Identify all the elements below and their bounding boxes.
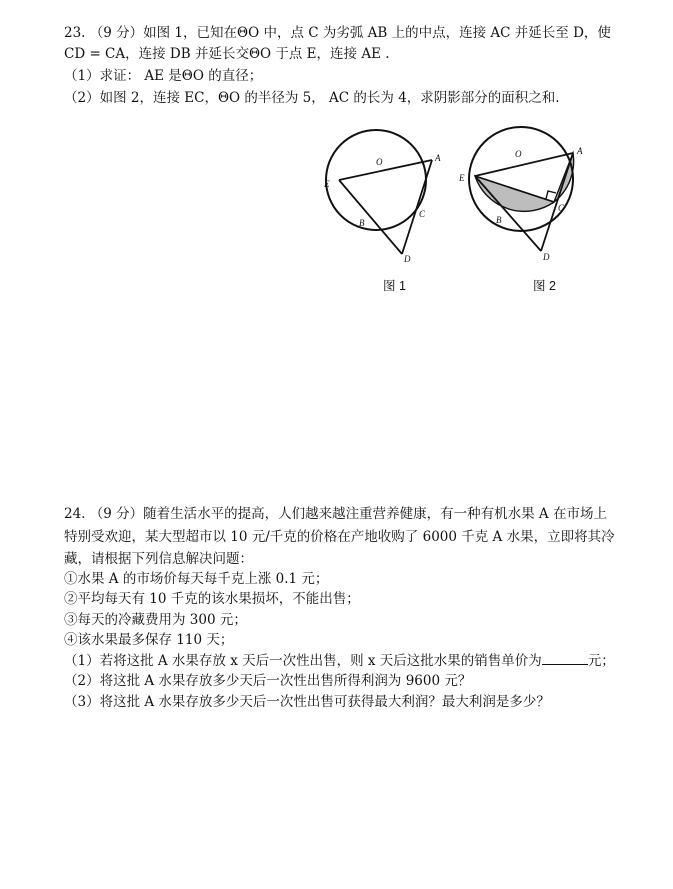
q24-stem-line1: 24. （9 分）随着生活水平的提高，人们越来越注重营养健康，有一种有机水果 A 在市场上 (64, 506, 607, 522)
fig1-line-AD (402, 160, 432, 254)
fig1-label-O: O (376, 157, 383, 167)
fig2-right-angle-mark (546, 191, 556, 199)
q24-part1 (64, 650, 615, 671)
q24-part1-text: （1）若将这批 A 水果存放 x 天后一次性出售，则 x 天后这批水果的销售单价为 (64, 653, 542, 669)
fig2-line-EA (475, 153, 573, 176)
q24-stem-line3: 藏，请根据下列信息解决问题： (64, 551, 253, 567)
fig2-label-B: B (496, 215, 502, 225)
q24-part2: （2）将这批 A 水果存放多少天后一次性出售所得利润为 9600 元？ (64, 673, 472, 689)
q24-info-item: ①水果 A 的市场价每天每千克上涨 0.1 元； (64, 571, 329, 587)
fig2-shaded-left (475, 176, 554, 211)
fig2-label-D: D (543, 252, 550, 262)
fig2-label-A: A (577, 146, 583, 156)
fig2-label-E: E (459, 173, 465, 183)
q23-stem-line1: 23. （9 分）如图 1，已知在ΘO 中，点 C 为劣弧 AB 上的中点，连接 AC 并延长至 D，使 (64, 25, 611, 41)
fig2-label-O: O (515, 149, 522, 159)
q24-stem-line2: 特别受欢迎，某大型超市以 10 元/千克的价格在产地收购了 6000 千克 A 水果，立即将其冷 (64, 529, 615, 545)
q24-info-item: ③每天的冷藏费用为 300 元； (64, 612, 247, 628)
q23-part1: （1）求证： AE 是ΘO 的直径； (64, 68, 263, 84)
q24-info-item: ②平均每天有 10 千克的该水果损坏，不能出售； (64, 591, 360, 607)
fig1-line-EA (339, 160, 432, 180)
fig2-label-C: C (558, 203, 565, 213)
figure-2 (455, 112, 595, 267)
fig1-label-A: A (435, 153, 441, 163)
figure-2-caption: 图 2 (533, 279, 556, 293)
fig1-label-B: B (359, 218, 365, 228)
fig1-label-E: E (324, 179, 330, 189)
q24-info-item: ④该水果最多保存 110 天； (64, 632, 234, 648)
fig1-label-D: D (404, 254, 411, 264)
q23-part2: （2）如图 2，连接 EC，ΘO 的半径为 5， AC 的长为 4，求阴影部分的面积之和. (64, 90, 560, 106)
fig1-line-ED (339, 180, 402, 254)
q24-part3: （3）将这批 A 水果存放多少天后一次性出售可获得最大利润？最大利润是多少？ (64, 694, 550, 710)
answer-blank[interactable] (542, 650, 588, 665)
q23-stem-line2: CD = CA，连接 DB 并延长交ΘO 于点 E，连接 AE . (64, 46, 390, 62)
figure-1-caption: 图 1 (383, 279, 406, 293)
figure-1 (318, 118, 458, 268)
q24-part1-unit: 元； (587, 653, 615, 669)
fig1-label-C: C (419, 209, 426, 219)
